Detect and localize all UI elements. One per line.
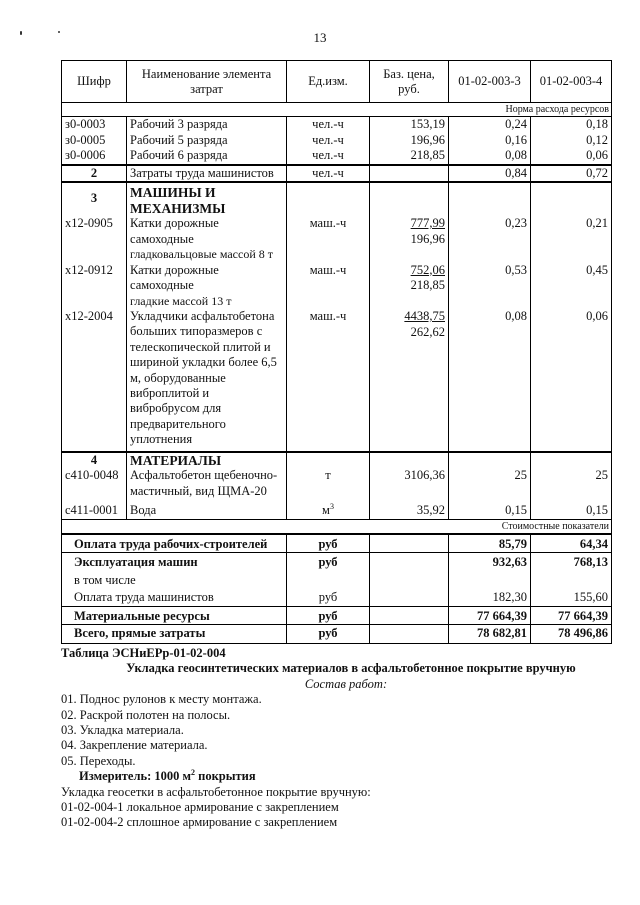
total-unit: руб xyxy=(287,553,370,571)
machines-title xyxy=(127,182,287,216)
machines-title-line: МЕХАНИЗМЫ xyxy=(130,200,226,216)
cell-v2: 0,72 xyxy=(531,165,612,183)
cell-code: с411-0001 xyxy=(62,499,127,519)
description-line: Укладка геосетки в асфальтобетонное покрытие вручную: xyxy=(61,784,371,799)
totals-row xyxy=(62,571,612,589)
cell-code: з0-0006 xyxy=(62,148,127,165)
table-header xyxy=(62,61,612,103)
cell-v2: 0,06 xyxy=(531,309,612,452)
cell-unit: чел.-ч xyxy=(287,165,370,183)
cell-v2: 0,12 xyxy=(531,133,612,149)
table-title: Укладка геосинтетических материалов в асфальтобетонное покрытие вручную xyxy=(126,661,576,676)
cell-v1: 0,08 xyxy=(449,309,531,452)
table-row xyxy=(62,148,612,165)
cell-unit: чел.-ч xyxy=(287,148,370,165)
total-v1: 85,79 xyxy=(449,534,531,553)
name-line: гладковальцовые массой 8 т xyxy=(130,247,273,261)
description-line: 01-02-004-2 сплошное армирование с закреплением xyxy=(61,815,338,830)
total-unit: руб xyxy=(287,588,370,606)
cell-v1: 0,08 xyxy=(449,148,531,165)
cell-unit: чел.-ч xyxy=(287,117,370,133)
cell-price: 3106,36 xyxy=(370,468,449,499)
cell-unit: маш.-ч xyxy=(287,263,370,310)
header-col2: 01-02-003-4 xyxy=(531,61,612,103)
unit-text: м xyxy=(322,503,330,518)
price-line: 777,99 xyxy=(410,216,445,230)
cell-code: х12-0912 xyxy=(62,263,127,310)
cell-name: Рабочий 5 разряда xyxy=(127,133,287,149)
total-name: Всего, прямые затраты xyxy=(62,625,287,644)
cell-v2: 0,15 xyxy=(531,499,612,519)
cell-name xyxy=(127,309,287,452)
next-table-intro xyxy=(61,646,621,831)
header-name: Наименование элемента затрат xyxy=(127,61,287,103)
cell-code: х12-2004 xyxy=(62,309,127,452)
header-unit: Ед.изм. xyxy=(287,61,370,103)
price-line: 262,62 xyxy=(410,324,445,339)
work-item: 04. Закрепление материала. xyxy=(61,738,208,753)
header-col1: 01-02-003-3 xyxy=(449,61,531,103)
header-price: Баз. цена, руб. xyxy=(370,61,449,103)
table-row xyxy=(62,133,612,149)
price-line: 218,85 xyxy=(410,278,445,292)
cell-name: Рабочий 3 разряда xyxy=(127,117,287,133)
totals-row xyxy=(62,588,612,606)
table-row xyxy=(62,117,612,133)
cell-unit: т xyxy=(287,468,370,499)
materials-title: МАТЕРИАЛЫ xyxy=(127,452,287,469)
cell-name: Затраты труда машинистов xyxy=(127,165,287,183)
total-v2: 78 496,86 xyxy=(531,625,612,644)
table-code: Таблица ЭСНиЕРр-01-02-004 xyxy=(61,646,226,660)
total-name: Эксплуатация машин xyxy=(62,553,287,571)
price-line: 752,06 xyxy=(410,262,445,277)
name-line: Катки дорожные самоходные xyxy=(130,262,219,292)
cell-code: з0-0005 xyxy=(62,133,127,149)
cell-code: 4 xyxy=(62,452,127,469)
total-v1: 77 664,39 xyxy=(449,606,531,625)
total-unit: руб xyxy=(287,534,370,553)
cell-price: 196,96 xyxy=(370,133,449,149)
table-row xyxy=(62,309,612,452)
total-name: Материальные ресурсы xyxy=(62,606,287,625)
cell-v2: 0,18 xyxy=(531,117,612,133)
total-v2 xyxy=(531,571,612,589)
cell-name xyxy=(127,263,287,310)
cell-price-empty xyxy=(370,165,449,183)
cell-code: х12-0905 xyxy=(62,216,127,263)
cell-unit: маш.-ч xyxy=(287,216,370,263)
cell-v2: 0,06 xyxy=(531,148,612,165)
cell-unit: чел.-ч xyxy=(287,133,370,149)
measure-tail: покрытия xyxy=(195,769,256,784)
name-line: предварительного xyxy=(130,416,226,431)
cell-code: 3 xyxy=(62,182,127,216)
work-item: 03. Укладка материала. xyxy=(61,723,184,738)
work-item: 02. Раскрой полотен на полосы. xyxy=(61,707,231,722)
name-line: шириной укладки более 6,5 xyxy=(130,355,277,370)
section-norm: Норма расхода ресурсов xyxy=(62,103,612,117)
total-v2: 77 664,39 xyxy=(531,606,612,625)
name-line: Асфальтобетон щебеночно- xyxy=(130,468,278,483)
cell-name xyxy=(127,468,287,499)
cell-price: 218,85 xyxy=(370,148,449,165)
operator-labor-row xyxy=(62,165,612,183)
price-line: 196,96 xyxy=(410,231,445,246)
name-line: гладкие массой 13 т xyxy=(130,293,232,308)
cell-price: 35,92 xyxy=(370,499,449,519)
totals-row xyxy=(62,534,612,553)
name-line: Укладчики асфальтобетона xyxy=(130,309,275,323)
totals-row xyxy=(62,553,612,571)
machines-title-line: МАШИНЫ И xyxy=(130,185,216,200)
total-name: Оплата труда рабочих-строителей xyxy=(62,534,287,553)
total-unit: руб xyxy=(287,606,370,625)
measure-line xyxy=(61,769,621,784)
works-title: Состав работ: xyxy=(304,676,388,691)
description-line: 01-02-004-1 локальное армирование с закреплением xyxy=(61,800,339,815)
cell-code: з0-0003 xyxy=(62,117,127,133)
cell-name: Вода xyxy=(127,499,287,519)
totals-row xyxy=(62,625,612,644)
total-name: в том числе xyxy=(62,571,287,589)
page-number: 13 xyxy=(313,30,327,45)
cell-v1: 0,24 xyxy=(449,117,531,133)
table-row xyxy=(62,216,612,263)
header-code: Шифр xyxy=(62,61,127,103)
cell-v1: 0,53 xyxy=(449,263,531,310)
cell-unit xyxy=(287,499,370,519)
name-line: уплотнения xyxy=(130,432,193,447)
name-line: Катки дорожные самоходные xyxy=(130,216,219,246)
table-row xyxy=(62,499,612,519)
cell-name xyxy=(127,216,287,263)
cell-v1: 25 xyxy=(449,468,531,499)
cell-price xyxy=(370,263,449,310)
price-line: 4438,75 xyxy=(404,309,445,323)
unit-superscript: 3 xyxy=(329,502,334,511)
cell-v1: 0,16 xyxy=(449,133,531,149)
cell-v2: 0,45 xyxy=(531,263,612,310)
name-line: телескопической плитой и xyxy=(130,339,271,354)
table-row xyxy=(62,263,612,310)
cell-name: Рабочий 6 разряда xyxy=(127,148,287,165)
name-line: вибробрусом для xyxy=(130,401,222,416)
cell-code: 2 xyxy=(62,165,127,183)
cell-unit: маш.-ч xyxy=(287,309,370,452)
cell-v2: 25 xyxy=(531,468,612,499)
total-unit: руб xyxy=(287,625,370,644)
total-name: Оплата труда машинистов xyxy=(62,588,287,606)
machines-header-row xyxy=(62,182,612,216)
name-line: м, оборудованные xyxy=(130,370,226,385)
total-v2: 155,60 xyxy=(531,588,612,606)
cell-code: с410-0048 xyxy=(62,468,127,499)
measure-superscript: 2 xyxy=(191,768,196,778)
cell-price xyxy=(370,309,449,452)
total-v2: 64,34 xyxy=(531,534,612,553)
cell-v1: 0,23 xyxy=(449,216,531,263)
resource-table xyxy=(61,60,612,644)
total-unit xyxy=(287,571,370,589)
cell-price xyxy=(370,216,449,263)
cell-v1: 0,84 xyxy=(449,165,531,183)
section-cost: Стоимостные показатели xyxy=(62,519,612,534)
section-cost-row xyxy=(62,519,612,534)
total-v1 xyxy=(449,571,531,589)
total-v1: 182,30 xyxy=(449,588,531,606)
totals-row xyxy=(62,606,612,625)
cell-price: 153,19 xyxy=(370,117,449,133)
total-v1: 78 682,81 xyxy=(449,625,531,644)
name-line: больших типоразмеров с xyxy=(130,324,263,339)
cell-v1: 0,15 xyxy=(449,499,531,519)
total-v2: 768,13 xyxy=(531,553,612,571)
section-norm-row xyxy=(62,103,612,117)
work-item: 05. Переходы. xyxy=(61,753,136,768)
measure-text: Измеритель: 1000 м xyxy=(79,769,192,784)
name-line: виброплитой и xyxy=(130,386,210,401)
table-row xyxy=(62,468,612,499)
work-item: 01. Поднос рулонов к месту монтажа. xyxy=(61,692,262,707)
materials-header-row xyxy=(62,452,612,469)
name-line: мастичный, вид ЩМА-20 xyxy=(130,483,267,498)
total-v1: 932,63 xyxy=(449,553,531,571)
cell-v2: 0,21 xyxy=(531,216,612,263)
